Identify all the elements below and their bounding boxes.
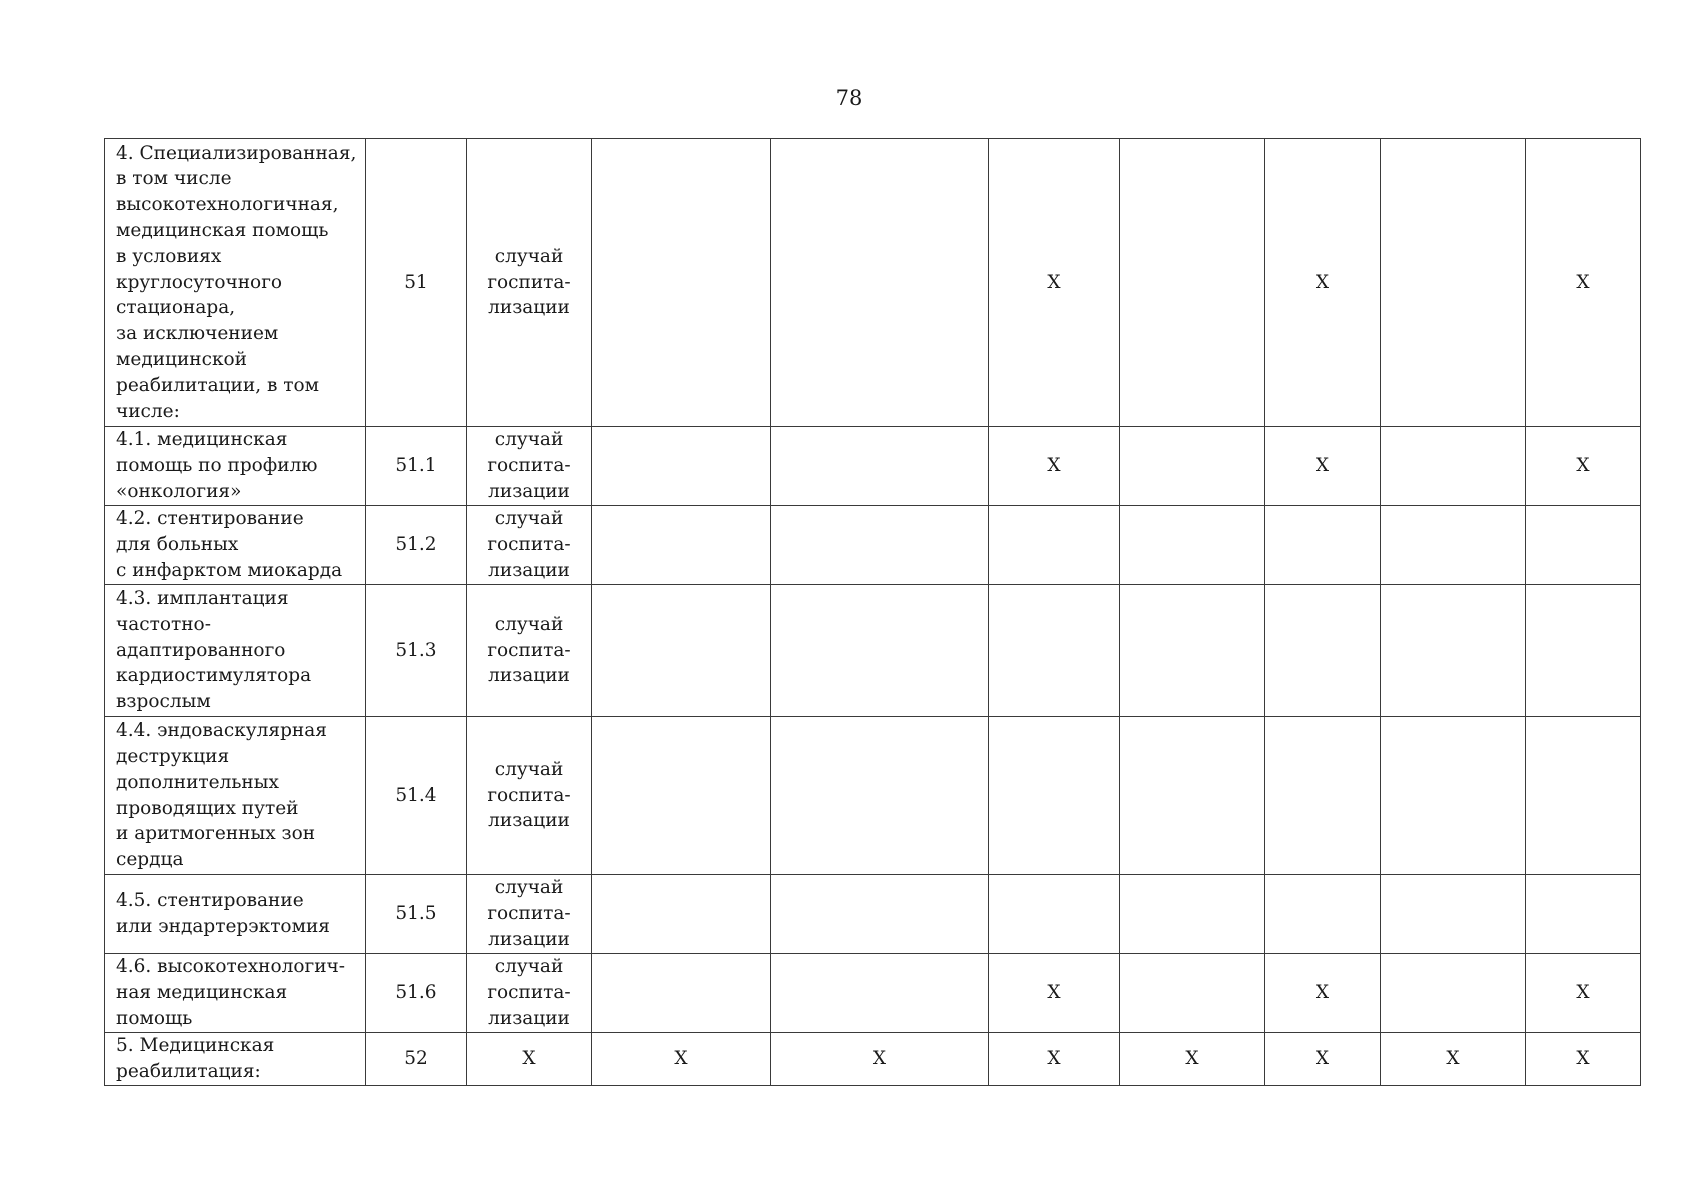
table-cell <box>1265 139 1381 427</box>
row-code: 51 <box>404 271 428 293</box>
row-unit-line: лизации <box>488 559 570 581</box>
row-unit-cell <box>467 1033 592 1086</box>
table-row <box>105 506 1641 585</box>
table-row <box>105 1033 1641 1086</box>
table-cell <box>592 1033 771 1086</box>
row-unit-cell <box>467 875 592 954</box>
row-name-cell <box>105 139 366 427</box>
row-name-line: медицинская помощь <box>116 220 329 241</box>
row-name-line: 4.5. стентирование <box>116 890 304 912</box>
row-unit-line: лизации <box>488 928 570 950</box>
row-code-cell <box>366 875 467 954</box>
table-cell <box>1120 139 1265 427</box>
row-name-line: для больных <box>116 534 239 556</box>
cell-value: X <box>1315 455 1330 477</box>
row-unit-cell <box>467 506 592 585</box>
cell-value: X <box>1047 1048 1061 1070</box>
row-unit-cell <box>467 427 592 506</box>
row-code-cell <box>366 954 467 1033</box>
table-cell <box>771 506 989 585</box>
table-cell <box>1526 427 1641 506</box>
table-cell <box>1265 954 1381 1033</box>
row-name-cell <box>105 1033 366 1086</box>
table-cell <box>592 139 771 427</box>
row-unit-line: лизации <box>488 480 570 502</box>
row-name-line: с инфарктом миокарда <box>116 559 343 581</box>
row-code-cell <box>366 717 467 875</box>
row-name-line: сердца <box>116 849 184 871</box>
table-cell <box>1526 1033 1641 1086</box>
row-name-cell <box>105 954 366 1033</box>
table-cell <box>1120 717 1265 875</box>
row-unit-line: случай <box>494 758 564 780</box>
table-cell <box>771 1033 989 1086</box>
table-cell <box>1265 427 1381 506</box>
row-unit-line: случай <box>494 613 564 635</box>
table-cell <box>1120 875 1265 954</box>
row-code-cell <box>366 427 467 506</box>
row-unit-cell <box>467 585 592 717</box>
table-row <box>105 585 1641 717</box>
table-cell <box>989 585 1120 717</box>
row-unit-cell <box>467 717 592 875</box>
row-unit-line: лизации <box>488 297 570 319</box>
table-cell <box>1381 585 1526 717</box>
row-name-line: «онкология» <box>116 480 242 502</box>
row-name-line: высокотехнологичная, <box>116 194 339 216</box>
table-cell <box>989 954 1120 1033</box>
row-name-cell <box>105 506 366 585</box>
table-cell <box>592 427 771 506</box>
table-cell <box>1526 717 1641 875</box>
row-unit-line: госпита- <box>487 784 571 806</box>
row-name-line: частотно- <box>116 613 211 635</box>
row-unit-line: госпита- <box>487 271 571 293</box>
table-row <box>105 427 1641 506</box>
table-cell <box>592 875 771 954</box>
row-code: 51.3 <box>395 639 437 661</box>
table-cell <box>1526 585 1641 717</box>
row-code-cell <box>366 585 467 717</box>
row-unit-line: госпита- <box>487 639 571 661</box>
row-code: 51.2 <box>395 534 437 556</box>
table-cell <box>989 875 1120 954</box>
table-cell <box>1265 1033 1381 1086</box>
row-code-cell <box>366 506 467 585</box>
row-code-cell <box>366 139 467 427</box>
row-name-line: стационара, <box>116 297 236 319</box>
row-unit-line: госпита- <box>487 982 571 1004</box>
row-unit-line: случай <box>494 508 564 530</box>
row-name-line: 4.1. медицинская <box>116 429 288 451</box>
row-code: 52 <box>404 1048 428 1070</box>
row-name-line: 4.2. стентирование <box>116 508 304 530</box>
table-cell <box>1381 139 1526 427</box>
table-cell <box>1526 954 1641 1033</box>
row-name-line: в условиях <box>116 245 222 267</box>
table-row <box>105 954 1641 1033</box>
table-cell <box>592 506 771 585</box>
table-body <box>105 139 1641 1086</box>
table-cell <box>1120 506 1265 585</box>
table-cell <box>989 139 1120 427</box>
table-cell <box>1381 875 1526 954</box>
table-cell <box>1381 427 1526 506</box>
table-cell <box>771 954 989 1033</box>
row-code-cell <box>366 1033 467 1086</box>
cell-value: X <box>1315 982 1330 1004</box>
table-row <box>105 717 1641 875</box>
row-code: 51.5 <box>395 903 437 925</box>
cell-value: X <box>1576 271 1590 293</box>
row-name-cell <box>105 427 366 506</box>
row-unit-line: случай <box>494 245 564 267</box>
cell-value: X <box>1576 455 1590 477</box>
cell-value: X <box>1315 1048 1330 1070</box>
table-row <box>105 139 1641 427</box>
row-name-line: медицинской <box>116 348 248 370</box>
table-cell <box>1265 506 1381 585</box>
row-code: 51.4 <box>395 784 437 806</box>
row-name-line: адаптированного <box>116 639 286 661</box>
row-code: 51.1 <box>395 455 437 477</box>
cell-value: X <box>1047 271 1061 293</box>
row-name-line: кардиостимулятора <box>116 665 312 687</box>
row-name-line: круглосуточного <box>116 271 283 293</box>
row-name-line: в том числе <box>116 168 232 190</box>
table-cell <box>1120 954 1265 1033</box>
table-cell <box>989 506 1120 585</box>
table-cell <box>1381 954 1526 1033</box>
row-name-line: за исключением <box>116 323 279 345</box>
cell-value: X <box>1047 455 1061 477</box>
table-cell <box>1120 1033 1265 1086</box>
document-table <box>104 138 1641 1086</box>
table-cell <box>1526 139 1641 427</box>
row-unit-line: случай <box>494 956 564 978</box>
row-unit-line: госпита- <box>487 903 571 925</box>
row-name-line: ная медицинская <box>116 982 288 1004</box>
row-name-line: числе: <box>116 400 180 422</box>
cell-value: X <box>1185 1048 1199 1070</box>
row-name-line: 5. Медицинская <box>116 1035 275 1057</box>
row-name-line: дополнительных <box>116 771 279 793</box>
table-cell <box>1381 506 1526 585</box>
table-cell <box>771 717 989 875</box>
row-name-line: 4.4. эндоваскулярная <box>116 720 327 742</box>
cell-value: X <box>1576 1048 1590 1070</box>
table-cell <box>592 717 771 875</box>
row-name-cell <box>105 717 366 875</box>
table-cell <box>1265 717 1381 875</box>
table-cell <box>1526 875 1641 954</box>
row-unit-line: X <box>522 1048 536 1070</box>
row-unit-line: госпита- <box>487 534 571 556</box>
row-unit-line: лизации <box>488 665 570 687</box>
table-cell <box>771 875 989 954</box>
row-unit-line: случай <box>494 429 564 451</box>
row-name-line: 4. Специализированная, <box>116 142 357 164</box>
row-name-line: 4.6. высокотехнологич- <box>116 956 346 978</box>
row-name-line: или эндартерэктомия <box>116 916 330 937</box>
row-name-line: и аритмогенных зон <box>116 823 316 845</box>
table-row <box>105 875 1641 954</box>
table-cell <box>1381 1033 1526 1086</box>
row-unit-cell <box>467 954 592 1033</box>
row-unit-line: случай <box>494 877 564 899</box>
cell-value: X <box>872 1048 887 1070</box>
row-name-line: помощь по профилю <box>116 455 318 477</box>
table-cell <box>989 717 1120 875</box>
table-cell <box>771 139 989 427</box>
row-unit-cell <box>467 139 592 427</box>
table-cell <box>771 585 989 717</box>
row-name-line: взрослым <box>116 691 211 713</box>
row-unit-line: лизации <box>488 1007 570 1029</box>
page-number: 78 <box>835 86 863 110</box>
row-name-cell <box>105 875 366 954</box>
cell-value: X <box>674 1048 688 1070</box>
row-unit-line: лизации <box>488 810 570 832</box>
table-cell <box>1381 717 1526 875</box>
table-cell <box>1120 585 1265 717</box>
row-name-line: реабилитации, в том <box>116 374 320 396</box>
cell-value: X <box>1576 982 1590 1004</box>
row-name-cell <box>105 585 366 717</box>
row-name-line: деструкция <box>116 745 230 767</box>
row-code: 51.6 <box>395 982 437 1004</box>
row-name-line: 4.3. имплантация <box>116 588 289 609</box>
table-cell <box>771 427 989 506</box>
table-cell <box>1120 427 1265 506</box>
cell-value: X <box>1047 982 1061 1004</box>
row-name-line: проводящих путей <box>116 797 299 819</box>
table-cell <box>989 427 1120 506</box>
table-cell <box>592 585 771 717</box>
row-name-line: помощь <box>116 1007 193 1029</box>
row-name-line: реабилитация: <box>116 1061 261 1082</box>
table-cell <box>592 954 771 1033</box>
table-cell <box>1526 506 1641 585</box>
table-cell <box>989 1033 1120 1086</box>
table-cell <box>1265 875 1381 954</box>
cell-value: X <box>1446 1048 1460 1070</box>
table-cell <box>1265 585 1381 717</box>
row-unit-line: госпита- <box>487 455 571 477</box>
cell-value: X <box>1315 271 1330 293</box>
